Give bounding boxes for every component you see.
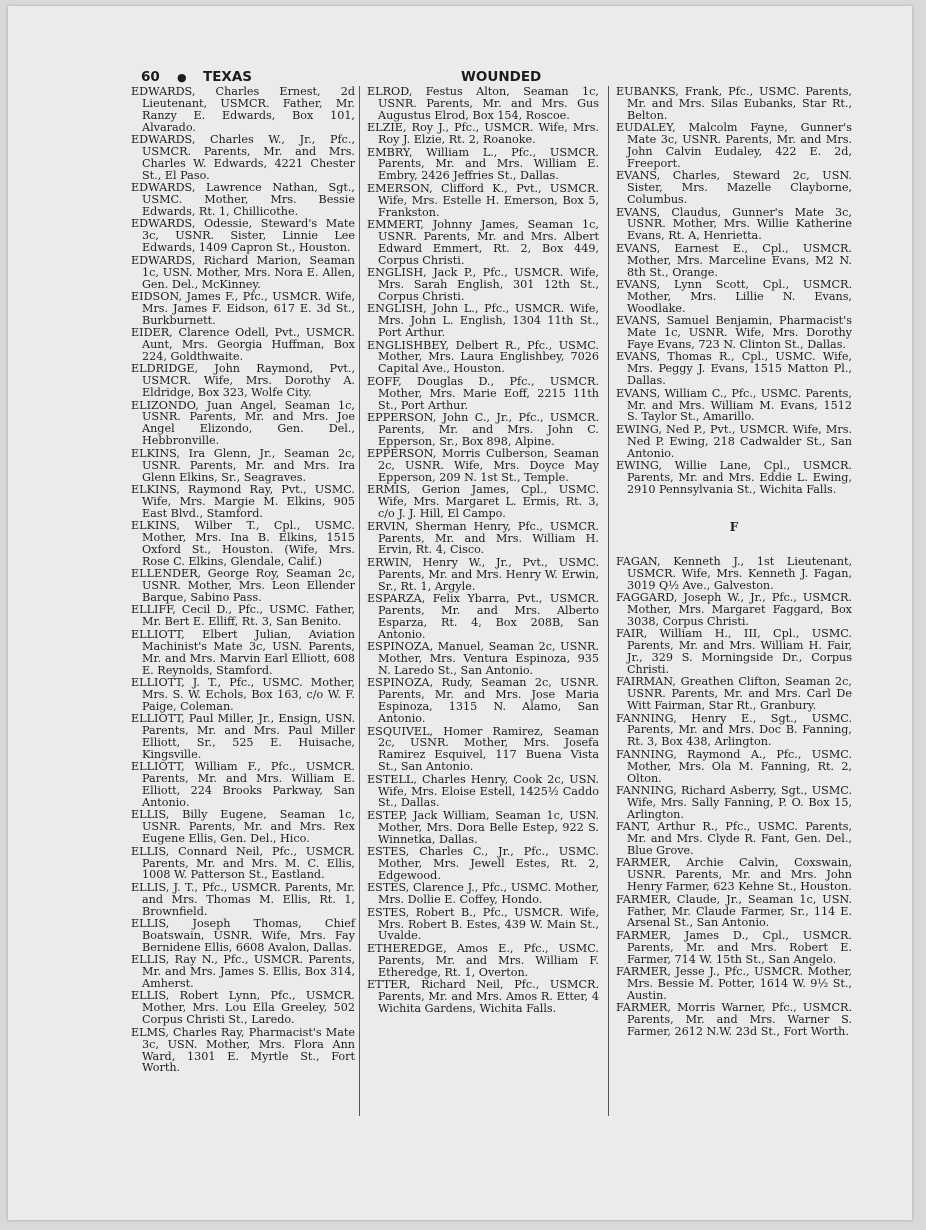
roster-entry: FANNING, Henry E., Sgt., USMC. Parents, Mr. and Mrs. Doc B. Fanning, Rt. 3, Box 438, Arlington.: [616, 711, 852, 749]
roster-entry: FAIR, William H., III, Cpl., USMC. Parents, Mr. and Mrs. William H. Fair, Jr., 329 S. Morningside Dr., Corpus Christi.: [616, 627, 852, 676]
section-letter-heading: F: [729, 519, 739, 534]
roster-entry: EUBANKS, Frank, Pfc., USMC. Parents, Mr. and Mrs. Silas Eubanks, Star Rt., Belton.: [616, 85, 852, 122]
roster-entry: EVANS, Samuel Benjamin, Pharmacist's Mate 1c, USNR. Wife, Mrs. Dorothy Faye Evans, 723 N. Clinton St., Dallas.: [616, 314, 852, 352]
roster-entry: FARMER, Claude, Jr., Seaman 1c, USN. Father, Mr. Claude Farmer, Sr., 114 E. Arsenal St., San Antonio.: [616, 892, 852, 930]
roster-entry: FAGAN, Kenneth J., 1st Lieutenant, USMCR. Wife, Mrs. Kenneth J. Fagan, 3019 Q½ Ave., Galveston.: [616, 554, 852, 592]
roster-entry: ESQUIVEL, Homer Ramirez, Seaman 2c, USNR. Mother, Mrs. Josefa Ramirez Esquivel, 117 Buena Vista St., San Antonio.: [367, 724, 599, 774]
roster-entry: ERVIN, Sherman Henry, Pfc., USMCR. Parents, Mr. and Mrs. William H. Ervin, Rt. 4, Cisco.: [367, 519, 599, 557]
roster-entry: ELIZONDO, Juan Angel, Seaman 1c, USNR. Parents, Mr. and Mrs. Joe Angel Elizondo, Gen. Del., Hebbronville.: [131, 398, 355, 448]
roster-entry: ELROD, Festus Alton, Seaman 1c, USNR. Parents, Mr. and Mrs. Gus Augustus Elrod, Box 154, Roscoe.: [367, 85, 599, 122]
roster-entry: EIDSON, James F., Pfc., USMCR. Wife, Mrs. James F. Eidson, 617 E. 3d St., Burkburnett.: [131, 289, 355, 327]
roster-entry: FAIRMAN, Greathen Clifton, Seaman 2c, USNR. Parents, Mr. and Mrs. Carl De Witt Fairman, Star Rt., Granbury.: [616, 675, 852, 713]
roster-entry: EOFF, Douglas D., Pfc., USMCR. Mother, Mrs. Marie Eoff, 2215 11th St., Port Arthur.: [367, 374, 599, 412]
roster-entry: ELLIFF, Cecil D., Pfc., USMC. Father, Mr. Bert E. Elliff, Rt. 3, San Benito.: [131, 603, 355, 629]
roster-entry: ETTER, Richard Neil, Pfc., USMCR. Parents, Mr. and Mrs. Amos R. Etter, 4 Wichita Gardens, Wichita Falls.: [367, 978, 599, 1015]
roster-entry: ENGLISH, John L., Pfc., USMCR. Wife, Mrs. John L. English, 1304 11th St., Port Arthur.: [367, 302, 599, 340]
roster-entry: ELLIOTT, William F., Pfc., USMCR. Parents, Mr. and Mrs. William E. Elliott, 224 Brooks Parkway, San Antonio.: [131, 760, 355, 809]
roster-entry: ELLIS, Robert Lynn, Pfc., USMCR. Mother, Mrs. Lou Ella Greeley, 502 Corpus Christi St., Laredo.: [131, 989, 355, 1027]
roster-entry: FANNING, Richard Asberry, Sgt., USMC. Wife, Mrs. Sally Fanning, P. O. Box 15, Arlington.: [616, 783, 852, 821]
roster-entry: ELLIOTT, Elbert Julian, Aviation Machinist's Mate 3c, USN. Parents, Mr. and Mrs. Marvin Earl Elliott, 608 E. Reynolds, Stamford.: [131, 627, 355, 677]
roster-entry: EMMERT, Johnny James, Seaman 1c, USNR. Parents, Mr. and Mrs. Albert Edward Emmert, Rt. 2, Box 449, Corpus Christi.: [367, 217, 599, 267]
roster-entry: EIDER, Clarence Odell, Pvt., USMCR. Aunt, Mrs. Georgia Huffman, Box 224, Goldthwaite.: [131, 326, 355, 363]
roster-entry: FAGGARD, Joseph W., Jr., Pfc., USMCR. Mother, Mrs. Margaret Faggard, Box 3038, Corpus Christi.: [616, 590, 852, 628]
roster-entry: ELZIE, Roy J., Pfc., USMCR. Wife, Mrs. Roy J. Elzie, Rt. 2, Roanoke.: [367, 121, 599, 147]
page-number: 60: [141, 69, 160, 85]
roster-entry: ELMS, Charles Ray, Pharmacist's Mate 3c, USN. Mother, Mrs. Flora Ann Ward, 1301 E. Myrtle St., Fort Worth.: [131, 1025, 355, 1075]
roster-entry: EUDALEY, Malcolm Fayne, Gunner's Mate 3c, USNR. Parents, Mr. and Mrs. John Calvin Eudaley, 422 E. 2d, Freeport.: [616, 121, 852, 170]
roster-entry: EVANS, Charles, Steward 2c, USN. Sister, Mrs. Mazelle Clayborne, Columbus.: [616, 169, 852, 207]
roster-entry: EMERSON, Clifford K., Pvt., USMCR. Wife, Mrs. Estelle H. Emerson, Box 5, Frankston.: [367, 181, 599, 219]
roster-entry: ELLIS, Billy Eugene, Seaman 1c, USNR. Parents, Mr. and Mrs. Rex Eugene Ellis, Gen. Del., Hico.: [131, 808, 355, 846]
roster-entry: ELDRIDGE, John Raymond, Pvt., USMCR. Wife, Mrs. Dorothy A. Eldridge, Box 323, Wolfe City.: [131, 362, 355, 400]
roster-entry: ELKINS, Wilber T., Cpl., USMC. Mother, Mrs. Ina B. Elkins, 1515 Oxford St., Houston. (Wife, Mrs. Rose C. Elkins, Glendale, Calif.): [131, 519, 355, 568]
roster-entry: ETHEREDGE, Amos E., Pfc., USMC. Parents, Mr. and Mrs. William F. Etheredge, Rt. 1, Overton.: [367, 941, 599, 979]
roster-entry: ELLIS, Ray N., Pfc., USMCR. Parents, Mr. and Mrs. James S. Ellis, Box 314, Amherst.: [131, 953, 355, 991]
column-1: [131, 86, 355, 1075]
roster-entry: ELKINS, Ira Glenn, Jr., Seaman 2c, USNR. Parents, Mr. and Mrs. Ira Glenn Elkins, Sr., Seagraves.: [131, 446, 355, 484]
roster-entry: FANNING, Raymond A., Pfc., USMC. Mother, Mrs. Ola M. Fanning, Rt. 2, Olton.: [616, 747, 852, 785]
roster-entry: ERMIS, Gerion James, Cpl., USMC. Wife, Mrs. Margaret L. Ermis, Rt. 3, c/o J. J. Hill, El Campo.: [367, 483, 599, 521]
roster-entry: ESTELL, Charles Henry, Cook 2c, USN. Wife, Mrs. Eloise Estell, 1425½ Caddo St., Dallas.: [367, 772, 599, 810]
roster-entry: EMBRY, William L., Pfc., USMCR. Parents, Mr. and Mrs. William E. Embry, 2426 Jeffries St., Dallas.: [367, 145, 599, 183]
roster-entry: EVANS, Claudus, Gunner's Mate 3c, USNR. Mother, Mrs. Willie Katherine Evans, Rt. A, Henrietta.: [616, 205, 852, 243]
roster-entry: FARMER, James D., Cpl., USMCR. Parents, Mr. and Mrs. Robert E. Farmer, 714 W. 15th St., San Angelo.: [616, 928, 852, 966]
roster-entry: ESTEP, Jack William, Seaman 1c, USN. Mother, Mrs. Dora Belle Estep, 922 S. Winnetka, Dallas.: [367, 808, 599, 846]
roster-entry: EWING, Willie Lane, Cpl., USMCR. Parents, Mr. and Mrs. Eddie L. Ewing, 2910 Pennsylvania St., Wichita Falls.: [616, 459, 852, 496]
roster-entry: ELLIOTT, J. T., Pfc., USMC. Mother, Mrs. S. W. Echols, Box 163, c/o W. F. Paige, Coleman.: [131, 675, 355, 713]
roster-entry: FARMER, Jesse J., Pfc., USMCR. Mother, Mrs. Bessie M. Potter, 1614 W. 9½ St., Austin.: [616, 965, 852, 1002]
roster-entry: ENGLISHBEY, Delbert R., Pfc., USMC. Mother, Mrs. Laura Englishbey, 7026 Capital Ave., Houston.: [367, 338, 599, 376]
roster-entry: EVANS, Earnest E., Cpl., USMCR. Mother, Mrs. Marceline Evans, M2 N. 8th St., Orange.: [616, 241, 852, 279]
roster-entry: ENGLISH, Jack P., Pfc., USMCR. Wife, Mrs. Sarah English, 301 12th St., Corpus Christi.: [367, 266, 599, 303]
roster-entry: ESPINOZA, Manuel, Seaman 2c, USNR. Mother, Mrs. Ventura Espinoza, 935 N. Laredo St., San Antonio.: [367, 640, 599, 677]
roster-entry: ERWIN, Henry W., Jr., Pvt., USMC. Parents, Mr. and Mrs. Henry W. Erwin, Sr., Rt. 1, Argyle.: [367, 555, 599, 593]
roster-entry: ELLIS, Joseph Thomas, Chief Boatswain, USNR. Wife, Mrs. Fay Bernidene Ellis, 6608 Avalon, Dallas.: [131, 917, 355, 954]
roster-entry: EPPERSON, John C., Jr., Pfc., USMCR. Parents, Mr. and Mrs. John C. Epperson, Sr., Box 898, Alpine.: [367, 410, 599, 448]
column-divider: [359, 86, 360, 1116]
roster-entry: ESTES, Robert B., Pfc., USMCR. Wife, Mrs. Robert B. Estes, 439 W. Main St., Uvalde.: [367, 905, 599, 943]
page-title: WOUNDED: [461, 69, 542, 85]
roster-entry: ESTES, Charles C., Jr., Pfc., USMC. Mother, Mrs. Jewell Estes, Rt. 2, Edgewood.: [367, 845, 599, 882]
roster-entry: FARMER, Morris Warner, Pfc., USMCR. Parents, Mr. and Mrs. Warner S. Farmer, 2612 N.W. 23d St., Fort Worth.: [616, 1001, 852, 1039]
roster-entry: EVANS, William C., Pfc., USMC. Parents, Mr. and Mrs. William M. Evans, 1512 S. Taylor St., Amarillo.: [616, 386, 852, 424]
header-bullet: ●: [177, 71, 187, 84]
roster-entry: EDWARDS, Charles W., Jr., Pfc., USMCR. Parents, Mr. and Mrs. Charles W. Edwards, 4221 Chester St., El Paso.: [131, 133, 355, 182]
roster-entry: ELKINS, Raymond Ray, Pvt., USMC. Wife, Mrs. Margie M. Elkins, 905 East Blvd., Stamford.: [131, 482, 355, 520]
state-name: TEXAS: [203, 69, 253, 85]
column-2: [367, 86, 599, 1015]
roster-entry: FARMER, Archie Calvin, Coxswain, USNR. Parents, Mr. and Mrs. John Henry Farmer, 623 Kehne St., Houston.: [616, 856, 852, 894]
roster-entry: EVANS, Lynn Scott, Cpl., USMCR. Mother, Mrs. Lillie N. Evans, Woodlake.: [616, 278, 852, 315]
column-3: [616, 86, 852, 1038]
roster-entry: EDWARDS, Odessie, Steward's Mate 3c, USNR. Sister, Linnie Lee Edwards, 1409 Capron St., Houston.: [131, 217, 355, 255]
roster-entry: ESTES, Clarence J., Pfc., USMC. Mother, Mrs. Dollie E. Coffey, Hondo.: [367, 881, 599, 907]
roster-entry: FANT, Arthur R., Pfc., USMC. Parents, Mr. and Mrs. Clyde R. Fant, Gen. Del., Blue Grove.: [616, 820, 852, 857]
roster-entry: ESPINOZA, Rudy, Seaman 2c, USNR. Parents, Mr. and Mrs. Jose Maria Espinoza, 1315 N. Alamo, San Antonio.: [367, 676, 599, 726]
roster-entry: EDWARDS, Lawrence Nathan, Sgt., USMC. Mother, Mrs. Bessie Edwards, Rt. 1, Chillicothe.: [131, 181, 355, 219]
roster-entry: EVANS, Thomas R., Cpl., USMC. Wife, Mrs. Peggy J. Evans, 1515 Matton Pl., Dallas.: [616, 350, 852, 388]
roster-entry: EDWARDS, Richard Marion, Seaman 1c, USN. Mother, Mrs. Nora E. Allen, Gen. Del., McKinney.: [131, 253, 355, 291]
column-divider: [608, 86, 609, 1116]
roster-entry: ELLIS, Connard Neil, Pfc., USMCR. Parents, Mr. and Mrs. M. C. Ellis, 1008 W. Patterson St., Eastland.: [131, 844, 355, 882]
roster-entry: EWING, Ned P., Pvt., USMCR. Wife, Mrs. Ned P. Ewing, 218 Cadwalder St., San Antonio.: [616, 422, 852, 460]
roster-entry: ESPARZA, Felix Ybarra, Pvt., USMCR. Parents, Mr. and Mrs. Alberto Esparza, Rt. 4, Box 208B, San Antonio.: [367, 592, 599, 641]
roster-entry: EPPERSON, Morris Culberson, Seaman 2c, USNR. Wife, Mrs. Doyce May Epperson, 209 N. 1st St., Temple.: [367, 447, 599, 484]
roster-entry: EDWARDS, Charles Ernest, 2d Lieutenant, USMCR. Father, Mr. Ranzy E. Edwards, Box 101, Alvarado.: [131, 85, 355, 134]
roster-entry: ELLENDER, George Roy, Seaman 2c, USNR. Mother, Mrs. Leon Ellender Barque, Sabino Pass.: [131, 567, 355, 605]
roster-entry: ELLIS, J. T., Pfc., USMCR. Parents, Mr. and Mrs. Thomas M. Ellis, Rt. 1, Brownfield.: [131, 880, 355, 918]
roster-entry: ELLIOTT, Paul Miller, Jr., Ensign, USN. Parents, Mr. and Mrs. Paul Miller Elliott, Sr., 525 E. Huisache, Kingsville.: [131, 712, 355, 761]
